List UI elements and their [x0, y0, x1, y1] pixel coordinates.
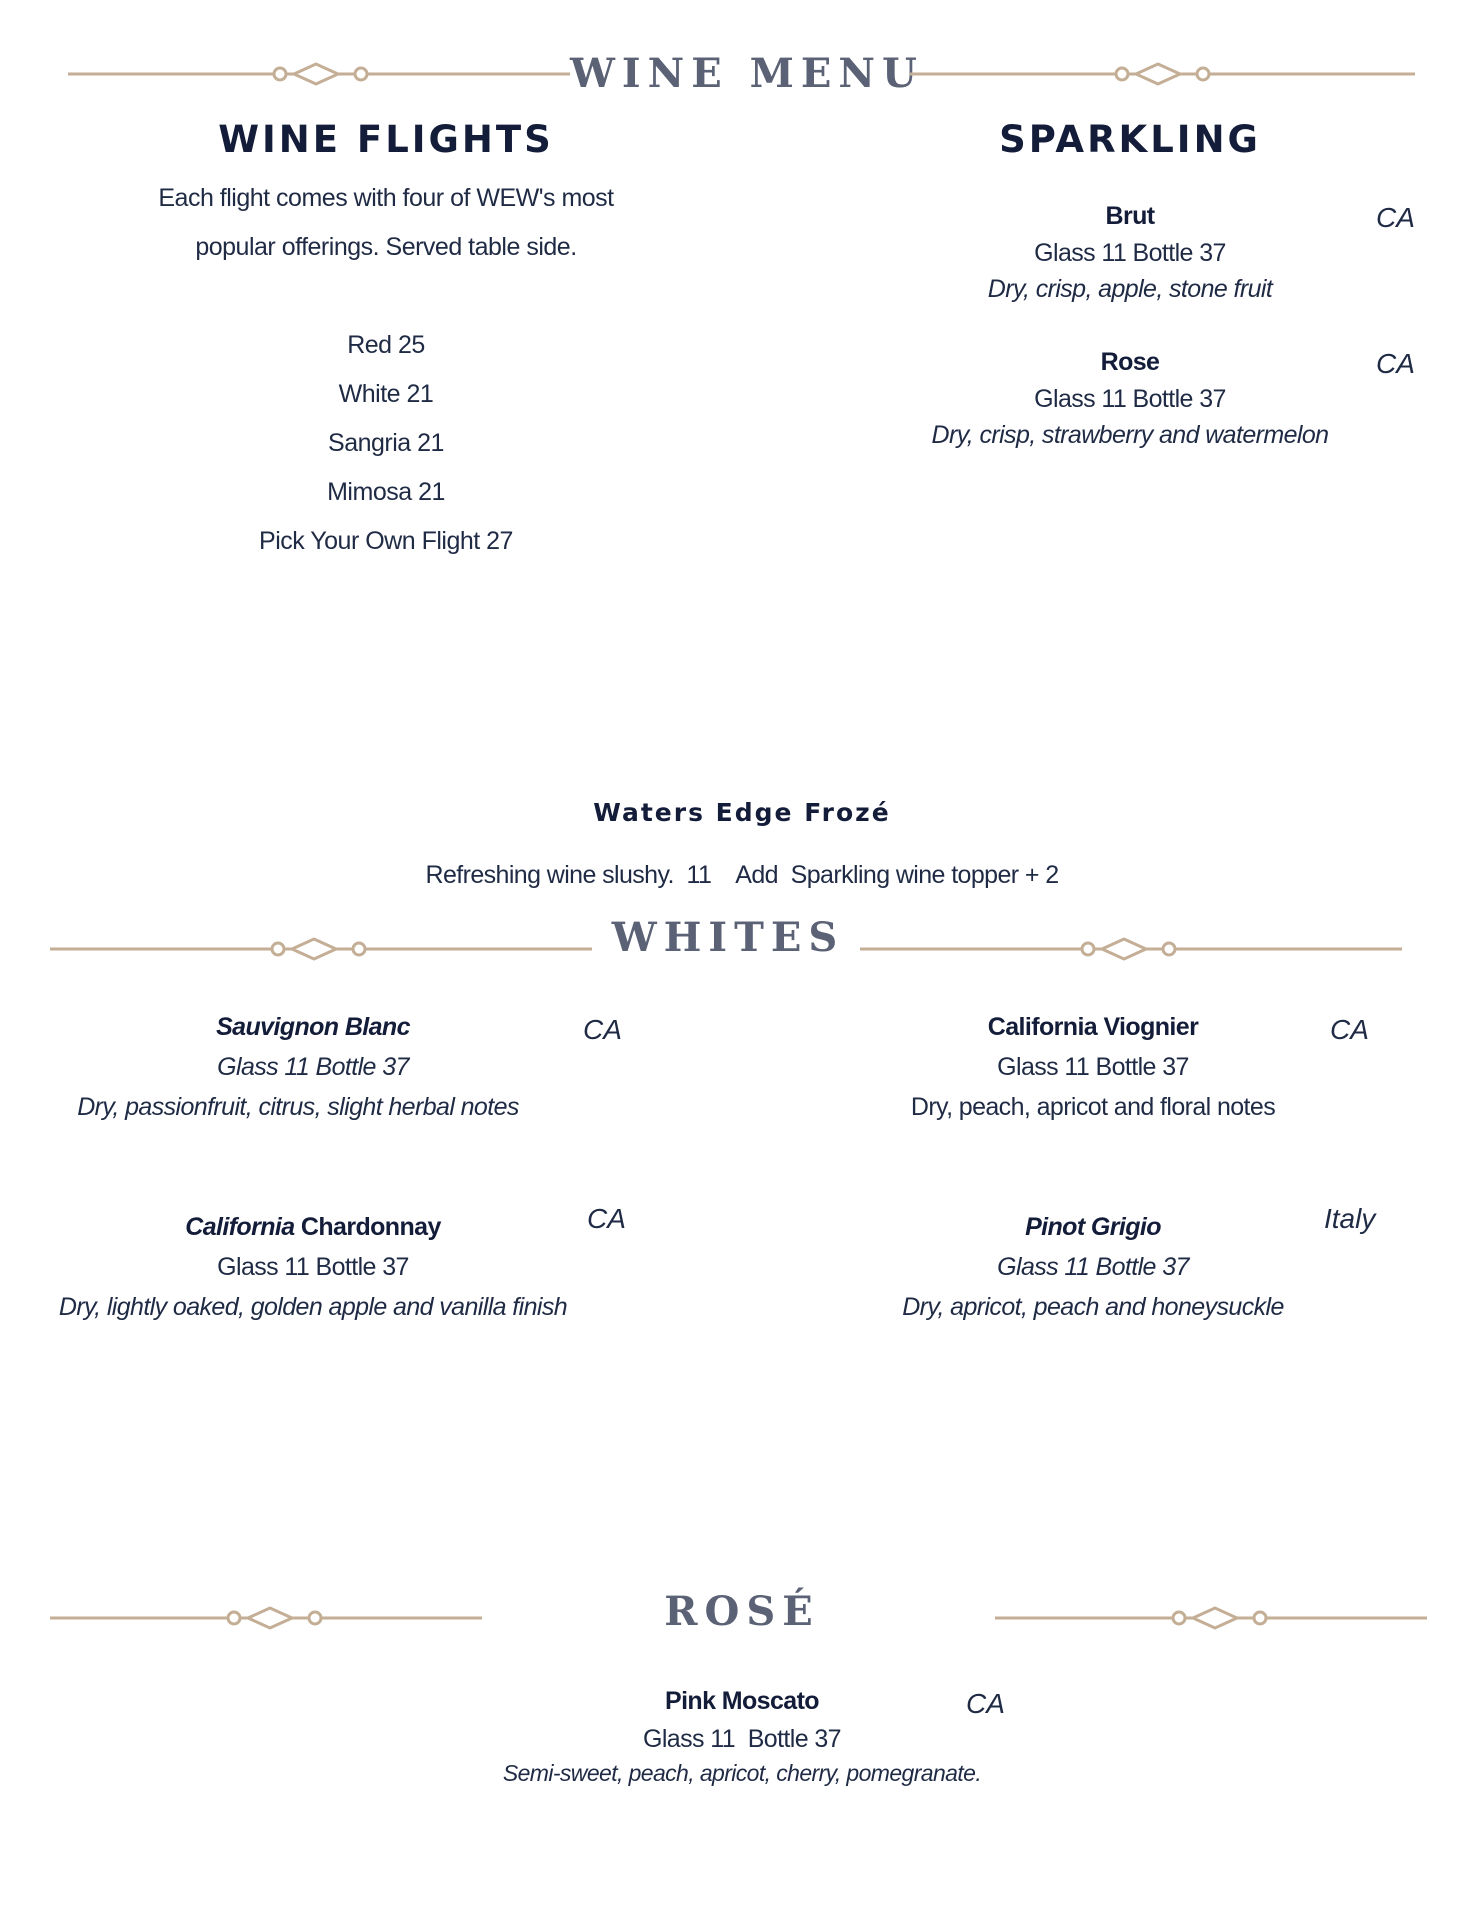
white-wine-price: Glass 11 Bottle 37	[217, 1053, 409, 1081]
left-ornament-divider	[50, 937, 592, 961]
right-ornament-divider	[860, 937, 1402, 961]
rose-wine-notes: Semi-sweet, peach, apricot, cherry, pomegranate.	[502, 1760, 982, 1786]
flight-item-pick-your-own: Pick Your Own Flight 27	[259, 527, 513, 555]
white-wine-name	[113, 1213, 513, 1242]
rose-wine-price: Glass 11 Bottle 37	[643, 1725, 841, 1753]
wine-flights-heading: WINE FLIGHTS	[218, 118, 554, 161]
white-wine-price: Glass 11 Bottle 37	[997, 1053, 1189, 1081]
white-wine-name: Sauvignon Blanc	[216, 1013, 410, 1041]
menu-title: WINE MENU	[570, 50, 924, 97]
sparkling-item-notes: Dry, crisp, apple, stone fruit	[987, 275, 1273, 303]
white-wine-notes: Dry, passionfruit, citrus, slight herbal notes	[77, 1093, 519, 1121]
white-wine-name-rest: Chardonnay	[294, 1213, 441, 1241]
sparkling-item-price: Glass 11 Bottle 37	[1034, 239, 1226, 267]
wine-flights-description-line1: Each flight comes with four of WEW's most	[158, 184, 614, 212]
white-wine-origin: Italy	[1324, 1203, 1376, 1234]
white-wine-notes: Dry, peach, apricot and floral notes	[910, 1093, 1276, 1121]
white-wine-origin: CA	[583, 1014, 622, 1045]
white-wine-origin: CA	[587, 1203, 626, 1234]
white-wine-price: Glass 11 Bottle 37	[997, 1253, 1189, 1281]
wine-flights-description-line2: popular offerings. Served table side.	[195, 233, 577, 261]
white-wine-name-italic-part: California	[185, 1213, 295, 1241]
rose-wine-origin: CA	[966, 1688, 1005, 1719]
sparkling-item-notes: Dry, crisp, strawberry and watermelon	[931, 421, 1329, 449]
sparkling-item-name: Brut	[1105, 202, 1155, 230]
left-ornament-divider	[50, 1606, 482, 1630]
right-ornament-divider	[910, 62, 1415, 86]
white-wine-origin: CA	[1330, 1014, 1369, 1045]
whites-title: WHITES	[611, 914, 845, 961]
froze-name: Waters Edge Frozé	[593, 798, 891, 827]
sparkling-item-origin: CA	[1376, 348, 1415, 379]
flight-item-white: White 21	[338, 380, 434, 408]
right-ornament-divider	[995, 1606, 1427, 1630]
sparkling-item-price: Glass 11 Bottle 37	[1034, 385, 1226, 413]
white-wine-name: California Viognier	[987, 1013, 1199, 1041]
sparkling-item-name: Rose	[1100, 348, 1160, 376]
sparkling-heading: SPARKLING	[999, 118, 1261, 161]
froze-description: Refreshing wine slushy. 11 Add Sparkling wine topper + 2	[425, 861, 1059, 889]
rose-wine-name: Pink Moscato	[665, 1687, 819, 1715]
white-wine-notes: Dry, lightly oaked, golden apple and vanilla finish	[58, 1293, 568, 1321]
flight-item-mimosa: Mimosa 21	[327, 478, 445, 506]
rose-title: ROSÉ	[664, 1588, 820, 1635]
flight-item-red: Red 25	[347, 331, 425, 359]
flight-item-sangria: Sangria 21	[328, 429, 444, 457]
white-wine-name: Pinot Grigio	[1025, 1213, 1161, 1241]
white-wine-notes: Dry, apricot, peach and honeysuckle	[902, 1293, 1284, 1321]
left-ornament-divider	[68, 62, 570, 86]
sparkling-item-origin: CA	[1376, 202, 1415, 233]
white-wine-price: Glass 11 Bottle 37	[217, 1253, 409, 1281]
